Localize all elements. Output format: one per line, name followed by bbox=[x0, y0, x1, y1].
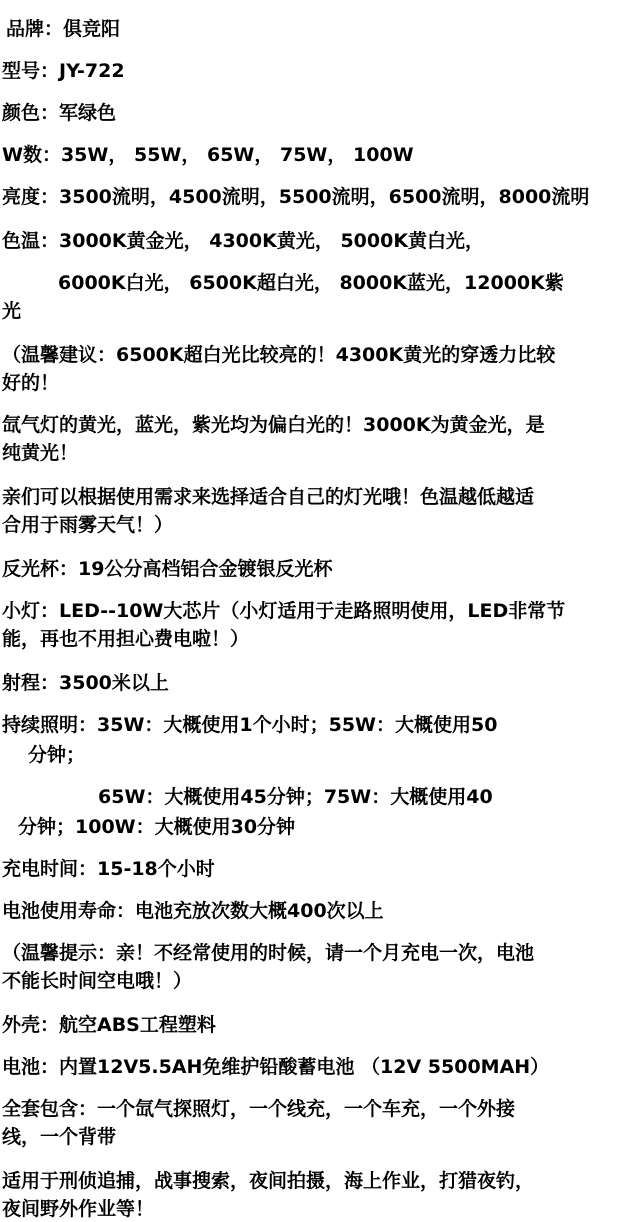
spec-line-xenon-a: 氙气灯的黄光，蓝光，紫光均为偏白光的！3000K为黄金光，是 bbox=[2, 414, 545, 436]
spec-line-tip-2a: （温馨提示：亲！不经常使用的时候，请一个月充电一次，电池 bbox=[2, 942, 535, 964]
spec-line-tip-1b: 好的！ bbox=[2, 372, 60, 394]
spec-line-brightness: 亮度：3500流明，4500流明，5500流明，6500流明，8000流明 bbox=[2, 186, 590, 208]
spec-line-usage-b: 夜间野外作业等！ bbox=[2, 1198, 155, 1220]
spec-line-runtime-d: 分钟；100W：大概使用30分钟 bbox=[18, 816, 296, 838]
spec-line-color: 颜色：军绿色 bbox=[2, 102, 117, 124]
spec-line-color-temp-cont2: 光 bbox=[2, 300, 22, 322]
spec-line-small-lamp-a: 小灯：LED--10W大芯片（小灯适用于走路照明使用，LED非常节 bbox=[2, 600, 566, 622]
spec-line-charge-time: 充电时间：15-18个小时 bbox=[2, 858, 215, 880]
spec-line-advice-b: 合用于雨雾天气！） bbox=[2, 514, 174, 536]
spec-line-tip-2b: 不能长时间空电哦！） bbox=[2, 970, 193, 992]
spec-line-color-temp-cont: 6000K白光， 6500K超白光， 8000K蓝光，12000K紫 bbox=[58, 272, 564, 294]
spec-line-battery: 电池：内置12V5.5AH免维护铅酸蓄电池 （12V 5500MAH） bbox=[2, 1056, 550, 1078]
spec-line-color-temp: 色温：3000K黄金光， 4300K黄光， 5000K黄白光， bbox=[2, 230, 485, 252]
spec-line-runtime-b: 分钟； bbox=[28, 744, 86, 766]
spec-line-small-lamp-b: 能，再也不用担心费电啦！） bbox=[2, 628, 250, 650]
spec-line-runtime-a: 持续照明：35W：大概使用1个小时；55W：大概使用50 bbox=[2, 714, 498, 736]
spec-line-battery-life: 电池使用寿命：电池充放次数大概400次以上 bbox=[2, 900, 384, 922]
spec-line-package-b: 线，一个背带 bbox=[2, 1126, 117, 1148]
spec-line-advice-a: 亲们可以根据使用需求来选择适合自己的灯光哦！色温越低越适 bbox=[2, 486, 535, 508]
spec-line-model: 型号：JY-722 bbox=[2, 60, 125, 82]
spec-line-reflector: 反光杯：19公分高档铝合金镀银反光杯 bbox=[2, 558, 333, 580]
spec-line-xenon-b: 纯黄光！ bbox=[2, 442, 79, 464]
spec-line-range: 射程：3500米以上 bbox=[2, 672, 169, 694]
spec-line-wattage: W数：35W， 55W， 65W， 75W， 100W bbox=[2, 144, 414, 166]
spec-line-usage-a: 适用于刑侦追捕，战事搜索，夜间拍摄，海上作业，打猎夜钓， bbox=[2, 1170, 535, 1192]
spec-line-tip-1a: （温馨建议：6500K超白光比较亮的！4300K黄光的穿透力比较 bbox=[2, 344, 556, 366]
spec-line-brand: 品牌：俱竞阳 bbox=[6, 18, 121, 40]
spec-line-package-a: 全套包含：一个氙气探照灯，一个线充，一个车充，一个外接 bbox=[2, 1098, 516, 1120]
spec-line-housing: 外壳：航空ABS工程塑料 bbox=[2, 1014, 216, 1036]
spec-line-runtime-c: 65W：大概使用45分钟；75W：大概使用40 bbox=[98, 786, 493, 808]
